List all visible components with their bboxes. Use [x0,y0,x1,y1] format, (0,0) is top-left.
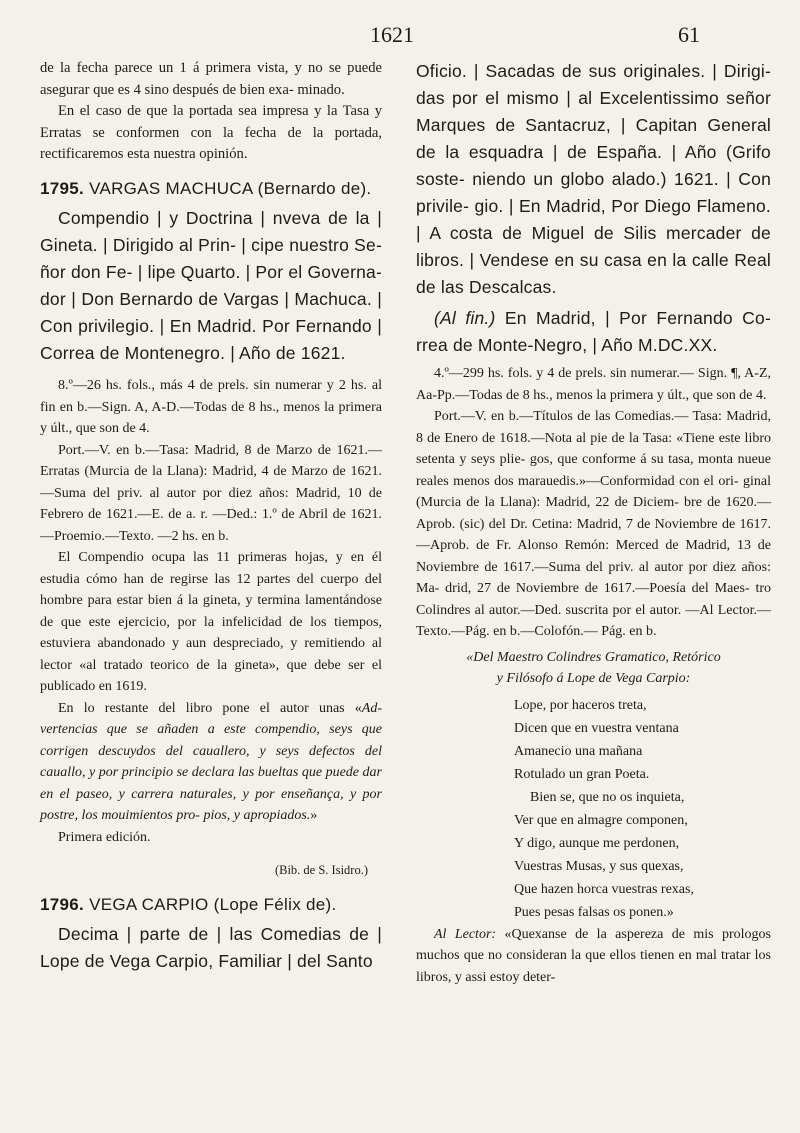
poem-line: Pues pesas falsas os ponen.» [514,904,674,920]
entry-1795-heading [40,178,382,200]
entry-1795-edition: Primera edición. [58,829,151,845]
entry-1795-rest-italic: Ad- vertencias que se añaden a este compendio, seys que corrigen descuydos del cauallero, y seys defectos del cauallo, y por principio se declara las bueltas que puede dar en el paseo, y carrera naturales, y por enseñança, y por postre, los mouimientos pro- pios, y apropiados. [40,700,382,823]
entry-1796-contents: Port.—V. en b.—Títulos de las Comedias.— Tasa: Madrid, 8 de Enero de 1618.—Nota al pie de la Tasa: «Tiene este libro setenta y seys plie- gos, que conforme á su tasa, monta nueue reales menos dos marauedis.»—Conformidad con el ori- ginal (Murcia de la Llana): Madrid, 22 de Diciem- bre de 1620.—Aprob. (sic) del Dr. Cetina: Madrid, 7 de Noviembre de 1617.—Aprob. de Fr. Alonso Remón: Merced de Madrid, 13 de Noviembre de 1617.—Suma del priv. al autor por diez años: Ma- drid, 27 de Noviembre de 1617.—Poesía del Maes- tro Colindres al autor.—Ded. suscrita por el autor. —Al Lector.—Texto.—Pág. en b.—Colofón.— Pág. en b. [416,409,771,639]
entry-1795-contents: Port.—V. en b.—Tasa: Madrid, 8 de Marzo de 1621.—Erratas (Murcia de la Llana): Madrid, 4 de Marzo de 1621.—Suma del priv. al autor por diez años: Madrid, 10 de Febrero de 1621.—E. de a. r. —Ded.: 1.º de Abril de 1621.—Proemio.—Texto. —2 hs. en b. [40,442,382,544]
entry-1795-description: 8.º—26 hs. fols., más 4 de prels. sin numerar y 2 hs. al fin en b.—Sign. A, A-D.—Todas de 8 hs., menos la primera y últ., que son de 4. [40,378,382,436]
entry-1796-heading [40,894,382,916]
entry-1795-source: (Bib. de S. Isidro.) [274,863,368,877]
left-column [40,58,382,983]
poem-line: Ver que en almagre componen, [514,812,688,828]
entry-1796-colophon [416,305,771,359]
entry-1796-title-continued: Oficio. | Sacadas de sus originales. | Dirigi- das por el mismo | al Excelentissimo señor Marques de Santacruz, | Capitan General de la esquadra | de España. | Año (Grifo soste- niendo un globo alado.) 1621. | Con privile- gio. | En Madrid, Por Diego Flameno. | A costa de Miguel de Silis mercader de libros. | Vendese en su casa en la calle Real de las Descalcas. [416,61,771,297]
poem-line: Bien se, que no os inquieta, [530,789,685,805]
entry-1796-number: 1796. [40,894,85,914]
poem-line: Rotulado un gran Poeta. [514,766,650,782]
al-lector-label: Al Lector: [434,926,497,942]
poem-title [416,647,771,690]
entry-1796-title-start: Decima | parte de | las Comedias de | Lope de Vega Carpio, Familiar | del Santo [40,924,382,971]
right-column [416,58,771,988]
entry-1795-author: VARGAS MACHUCA (Bernardo de). [89,178,372,198]
poem-line: Y digo, aunque me perdonen, [514,835,680,851]
page-number: 61 [678,22,700,47]
entry-1795-rest [40,698,382,827]
entry-1796-description: 4.º—299 hs. fols. y 4 de prels. sin numerar.— Sign. ¶, A-Z, Aa-Pp.—Todas de 8 hs., menos la primera y últ., que son de 4. [416,366,771,403]
entry-1795-commentary: El Compendio ocupa las 11 primeras hojas, y en él estudia cómo han de regirse las 12 partes del cuerpo del hombre para estar bien á la gineta, y termina lamentándose de que este ejercicio, por la infelicidad de los tiempos, estuviera abandonado y aun despreciado, y remitiendo al lector «al tratado teorico de la gineta», que debe ser el publicado en 1619. [40,550,382,694]
entry-1796-author: VEGA CARPIO (Lope Félix de). [89,894,337,914]
running-head [0,22,800,52]
intro-paragraph-1: de la fecha parece un 1 á primera vista, y no se puede asegurar que es 4 sino después de bien exa- minado. [40,60,382,98]
al-lector-text: «Quexanse de la aspereza de mis prologos muchos que no consideran la que ellos tienen en mal tratar los libros, y assi estoy deter- [416,926,772,985]
poem-line: Dicen que en vuestra ventana [514,720,679,736]
al-lector-paragraph [416,924,771,989]
poem-title-line-1: «Del Maestro Colindres Gramatico, Retórico [466,649,721,665]
poem-line: Vuestras Musas, y sus quexas, [514,858,684,874]
poem [416,694,771,924]
poem-line: Lope, por haceros treta, [514,697,647,713]
poem-title-line-2: y Filósofo á Lope de Vega Carpio: [496,671,691,686]
entry-1795-number: 1795. [40,178,85,198]
entry-1795-rest-intro: En lo restante del libro pone el autor unas « [58,700,362,716]
poem-line: Que hazen horca vuestras rexas, [514,881,694,897]
intro-paragraph-2: En el caso de que la portada sea impresa y la Tasa y Erratas se conformen con la fecha de la portada, rectificaremos esta nuestra opinión. [40,103,382,162]
running-head-year: 1621 [370,22,414,47]
poem-line: Amanecio una mañana [514,743,643,759]
entry-1795-rest-close: » [310,808,318,823]
colophon-label: (Al fin.) [434,308,496,328]
entry-1795-title: Compendio | y Doctrina | nveva de la | Gineta. | Dirigido al Prin- | cipe nuestro Se- ñor don Fe- | lipe Quarto. | Por el Governa- dor | Don Bernardo de Vargas | Machuca. | Con privilegio. | En Madrid. Por Fernando | Correa de Montenegro. | Año de 1621. [40,208,382,363]
colophon-text: En Madrid, | Por Fernando Co- rrea de Monte-Negro, | Año M.DC.XX. [416,308,771,355]
